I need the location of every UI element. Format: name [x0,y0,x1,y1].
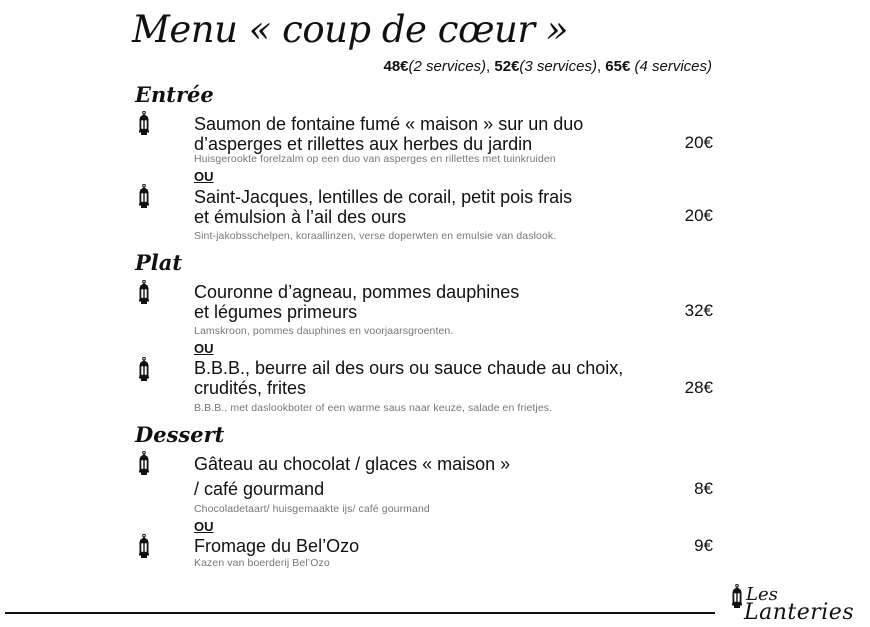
dish-name [194,114,583,154]
section-title-dessert: Dessert [135,422,225,447]
dish-translation: B.B.B., met daslookboter of een warme saus naar keuze, salade en frietjes. [194,402,553,414]
dish-name [194,282,519,322]
lantern-icon [137,280,151,305]
lantern-icon [137,534,151,559]
dish-translation: Chocoladetaart/ huisgemaakte ijs/ café gourmand [194,503,430,515]
dish-line: Saumon de fontaine fumé « maison » sur un duo [194,114,584,134]
dish-name [194,358,623,398]
dish-name [194,187,572,227]
section-title-entree: Entrée [135,82,214,107]
menu-title: Menu « coup de cœur » [132,8,568,51]
price-4-services-note: (4 services) [634,58,712,75]
price-2-services-note: (2 services) [408,58,487,75]
logo-text-line1: Les [746,584,778,605]
logo-text-line2: Lanteries [744,600,855,625]
price-4-services: 65€ [605,58,631,75]
or-separator: OU [194,519,214,534]
dish-translation: Sint-jakobsschelpen, koraallinzen, verse doperwten en emulsie van daslook. [194,230,557,242]
dish-line: crudités, frites [194,378,307,398]
dish-line: Saint-Jacques, lentilles de corail, petit pois frais [194,187,573,207]
price-2-services: 48€ [383,58,409,75]
dish-line: Gâteau au chocolat / glaces « maison » [194,454,511,474]
dish-price: 20€ [684,133,713,152]
dish-name [194,454,510,474]
dish-translation: Kazen van boerderij Bel’Ozo [194,557,330,569]
dish-line: d’asperges et rillettes aux herbes du jardin [194,134,533,154]
dish-price: 32€ [684,301,713,320]
dish-price: 28€ [684,378,713,397]
dish-line: B.B.B., beurre ail des ours ou sauce chaude au choix, [194,358,624,378]
lantern-icon [137,184,151,209]
dish-line: Couronne d’agneau, pommes dauphines [194,282,520,302]
dish-translation: Lamskroon, pommes dauphines en voorjaarsgroenten. [194,325,454,337]
dish-price: 20€ [684,206,713,225]
menu-prices: 48€(2 services), 52€(3 services), 65€ (4 services) [383,58,712,75]
or-separator: OU [194,169,214,184]
dish-price: 8€ [694,479,713,498]
lantern-icon [137,111,151,136]
dish-name-continued: / café gourmand [194,479,325,499]
price-3-services-note: (3 services) [519,58,597,75]
dish-name: Fromage du Bel’Ozo [194,536,360,556]
footer-divider [5,612,715,614]
dish-price: 9€ [694,536,713,555]
section-title-plat: Plat [135,250,183,275]
or-separator: OU [194,341,214,356]
dish-line: et légumes primeurs [194,302,358,322]
restaurant-logo [728,578,868,626]
price-3-services: 52€ [494,58,520,75]
lantern-icon [137,357,151,382]
lantern-icon [730,584,744,609]
lantern-icon [137,451,151,476]
dish-translation: Huisgerookte forelzalm op een duo van asperges en rillettes met tuinkruiden [194,153,556,165]
dish-line: et émulsion à l’ail des ours [194,207,407,227]
